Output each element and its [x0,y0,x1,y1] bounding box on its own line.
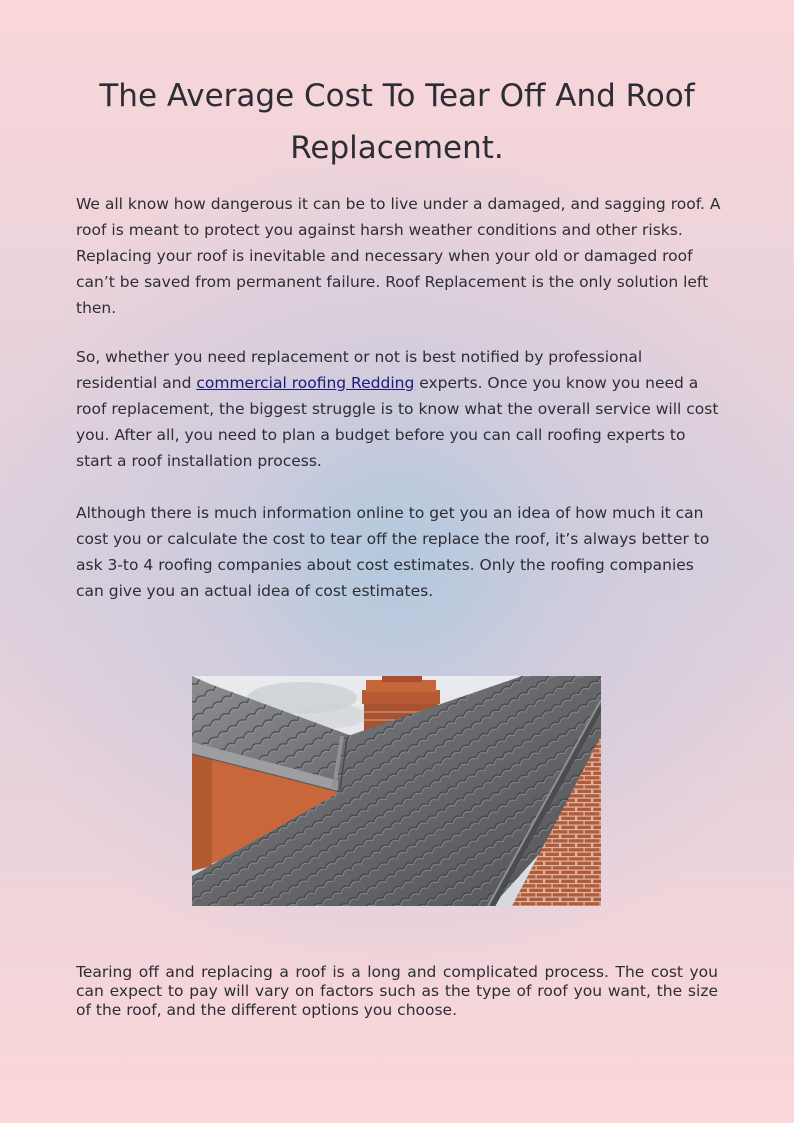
commercial-roofing-link[interactable]: commercial roofing Redding [196,374,415,392]
paragraph-experts-text-after: experts. Once you know you need a roof replacement, the biggest struggle is to know what the overall service will cost you. After all, you need to plan a budget before you can call roofing experts to start a roof installation process. [76,374,719,470]
roof-photo [192,676,601,906]
paragraph-experts-text-before: So, whether you need replacement or not is best notified by professional residential and [76,348,643,392]
paragraph-experts [76,344,722,474]
paragraph-estimates: Although there is much information online to get you an idea of how much it can cost you or calculate the cost to tear off the replace the roof, it’s always better to ask 3-to 4 roofing companies about cost estimates. Only the roofing companies can give you an actual idea of cost estimates. [76,504,710,600]
paragraph-intro: We all know how dangerous it can be to live under a damaged, and sagging roof. A roof is meant to protect you against harsh weather conditions and other risks. Replacing your roof is inevitable and necessary when your old or damaged roof can’t be saved from permanent failure. Roof Replacement is the only solution left then. [76,195,721,317]
paragraph-tearing-off: Tearing off and replacing a roof is a long and complicated process. The cost you can expect to pay will vary on factors such as the type of roof you want, the size of the roof, and the different options you choose. [76,963,718,1019]
article-title: The Average Cost To Tear Off And Roof Replacement. [99,78,695,166]
